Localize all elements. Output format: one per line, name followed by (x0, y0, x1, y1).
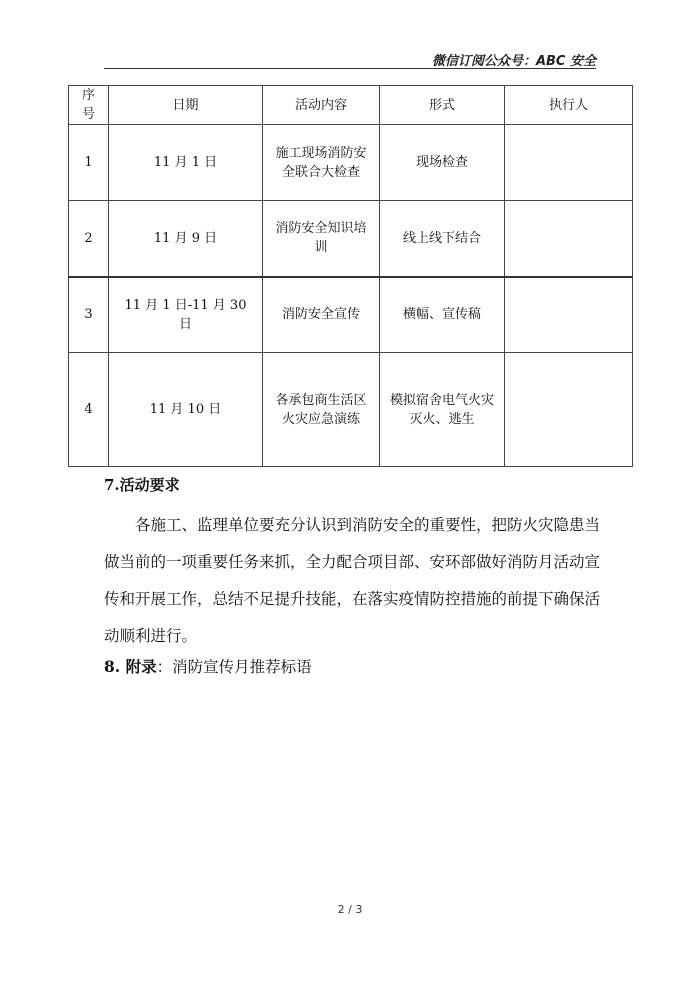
cell-form: 现场检查 (380, 125, 505, 201)
cell-executor (505, 277, 633, 353)
page-number: 2 / 3 (337, 903, 363, 916)
header-no-line2: 号 (81, 107, 95, 122)
cell-content: 消防安全宣传 (263, 277, 380, 353)
header-content: 活动内容 (263, 86, 380, 125)
cell-content: 施工现场消防安全联合大检查 (263, 125, 380, 201)
header-date: 日期 (109, 86, 263, 125)
section7-title: 7.活动要求 (104, 476, 180, 494)
cell-content: 消防安全知识培训 (263, 201, 380, 277)
section7-body: 各施工、监理单位要充分认识到消防安全的重要性，把防火灾隐患当做当前的一项重要任务来抓，全力配合项目部、安环部做好消防月活动宣传和开展工作，总结不足提升技能，在落实疫情防控措施的前提下确保活动顺利进行。 (104, 516, 601, 645)
section8-appendix (104, 655, 312, 677)
cell-date: 11 月 1 日 (109, 125, 263, 201)
cell-date: 11 月 1 日-11 月 30 日 (109, 277, 263, 353)
header-rule (104, 68, 596, 69)
cell-executor (505, 201, 633, 277)
header-no-line1: 序 (81, 88, 95, 103)
table-row (69, 353, 633, 467)
cell-form: 模拟宿舍电气火灾灭火、逃生 (380, 353, 505, 467)
cell-form: 横幅、宣传稿 (380, 277, 505, 353)
cell-no: 3 (69, 277, 109, 353)
cell-no: 1 (69, 125, 109, 201)
header-form: 形式 (380, 86, 505, 125)
cell-form: 线上线下结合 (380, 201, 505, 277)
header-no (69, 86, 109, 125)
header-publication: 微信订阅公众号：ABC 安全 (431, 54, 596, 69)
activity-table (68, 85, 633, 467)
table-header-row (69, 86, 633, 125)
cell-executor (505, 125, 633, 201)
cell-no: 4 (69, 353, 109, 467)
cell-no: 2 (69, 201, 109, 277)
cell-executor (505, 353, 633, 467)
cell-date: 11 月 10 日 (109, 353, 263, 467)
section8-label: 8. 附录 (104, 657, 157, 676)
section8-colon: ： (156, 658, 173, 676)
table-row (69, 201, 633, 277)
header-executor: 执行人 (505, 86, 633, 125)
table-row (69, 277, 633, 353)
cell-date: 11 月 9 日 (109, 201, 263, 277)
section8-text: 消防宣传月推荐标语 (172, 658, 312, 676)
table-row (69, 125, 633, 201)
cell-content: 各承包商生活区火灾应急演练 (263, 353, 380, 467)
